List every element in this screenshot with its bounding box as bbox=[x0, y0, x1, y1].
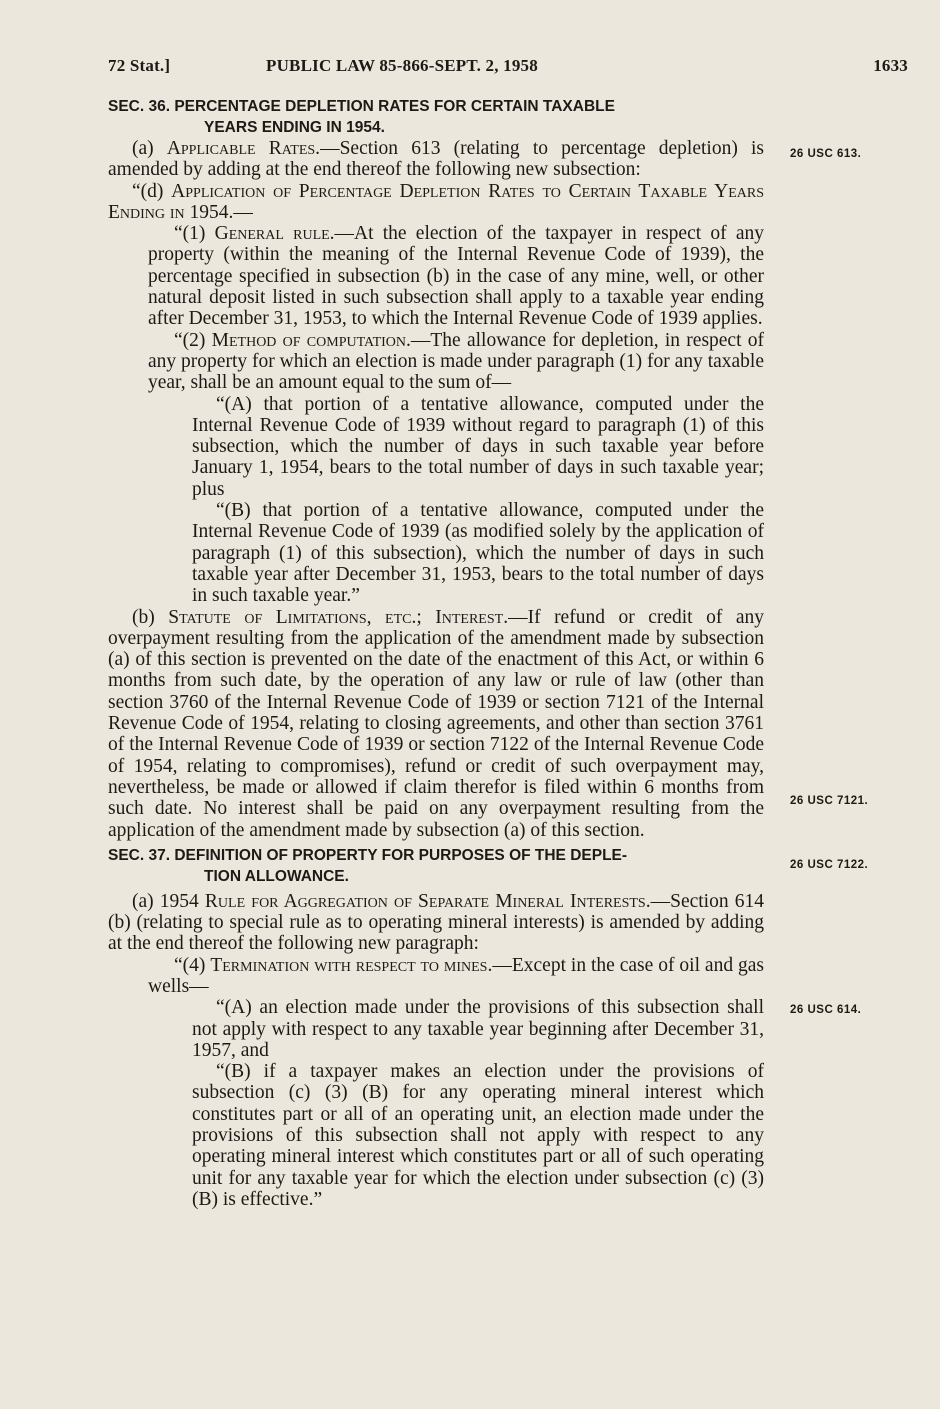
margin-note-usc-7121: 26 USC 7121. bbox=[790, 795, 869, 807]
margin-note-usc-7122: 26 USC 7122. bbox=[790, 859, 869, 871]
sec36-paragraph-2: “(2) Method of computation.—The allowance for depletion, in respect of any property for which an election is made under paragraph (1) for any taxable year, shall be an amount equal to the sum of— bbox=[148, 329, 764, 394]
sec37-paragraph-4: “(4) Termination with respect to mines.—Except in the case of oil and gas wells— bbox=[148, 954, 764, 997]
header-page-number: 1633 bbox=[873, 56, 908, 75]
margin-note-usc-613: 26 USC 613. bbox=[790, 148, 862, 160]
sec36-paragraph-1: “(1) General rule.—At the election of the taxpayer in respect of any property (within the meaning of the Internal Revenue Code of 1939), the percentage specified in subsection (b) in the case of any mine, well, or other natural deposit listed in such subsection shall apply to a taxable year ending after December 31, 1953, to which the Internal Revenue Code of 1939 applies. bbox=[148, 223, 764, 330]
statute-body bbox=[108, 96, 764, 1210]
sec37-subparagraph-a: “(A) an election made under the provisions of this subsection shall not apply with respect to any taxable year beginning after December 31, 1957, and bbox=[192, 997, 764, 1061]
margin-note-usc-614: 26 USC 614. bbox=[790, 1004, 862, 1016]
sec37-heading: SEC. 37. DEFINITION OF PROPERTY FOR PURPOSES OF THE DEPLE- TION ALLOWANCE. bbox=[108, 846, 628, 885]
header-title: PUBLIC LAW 85-866-SEPT. 2, 1958 bbox=[266, 56, 538, 75]
sec36-subsection-b: (b) Statute of Limitations, etc.; Interest.—If refund or credit of any overpayment resulting from the application of the amendment made by subsection (a) of this section is prevented on the date of the enactment of this Act, or within 6 months from such date, by the operation of any law or rule of law (other than section 3760 of the Internal Revenue Code of 1939 or section 7121 of the Internal Revenue Code of 1954, relating to closing agreements, and other than section 3761 of the Internal Revenue Code of 1939 or section 7122 of the Internal Revenue Code of 1954, relating to compromises), refund or credit of such overpayment may, nevertheless, be made or allowed if claim therefor is filed within 6 months from such date. No interest shall be paid on any overpayment resulting from the application of the amendment made by subsection (a) of this section. bbox=[108, 606, 764, 841]
sec36-subparagraph-a: “(A) that portion of a tentative allowance, computed under the Internal Revenue Code of 1939 without regard to paragraph (1) of this subsection, which the number of days in such taxable year before January 1, 1954, bears to the total number of days in such taxable year; plus bbox=[192, 393, 764, 500]
sec36-subsection-d-heading: “(d) Application of Percentage Depletion Rates to Certain Taxable Years Ending in 1954.— bbox=[108, 180, 764, 223]
sec36-heading: SEC. 36. PERCENTAGE DEPLETION RATES FOR CERTAIN TAXABLE YEARS ENDING IN 1954. bbox=[108, 98, 615, 136]
sec37-subsection-a: (a) 1954 Rule for Aggregation of Separate Mineral Interests.—Section 614 (b) (relating to special rule as to operating mineral interests) is amended by adding at the end thereof the following new paragraph: bbox=[108, 890, 764, 955]
sec37-subparagraph-b: “(B) if a taxpayer makes an election under the provisions of subsection (c) (3) (B) for any operating mineral interest which constitutes part or all of an operating unit, an election made under the provisions of this subsection shall not apply with respect to any operating mineral interest which constitutes part or all of such operating unit for any taxable year for which the election under subsection (c) (3) (B) is effective.” bbox=[192, 1061, 764, 1210]
sec36-subparagraph-b: “(B) that portion of a tentative allowance, computed under the Internal Revenue Code of 1939 (as modified solely by the application of paragraph (1) of this subsection), which the number of days in such taxable year after December 31, 1953, bears to the total number of days in such taxable year.” bbox=[192, 500, 764, 607]
sec36-subsection-a: (a) Applicable Rates.—Section 613 (relating to percentage depletion) is amended by adding at the end thereof the following new subsection: bbox=[108, 138, 764, 181]
header-stat-ref: 72 Stat.] bbox=[108, 56, 171, 75]
